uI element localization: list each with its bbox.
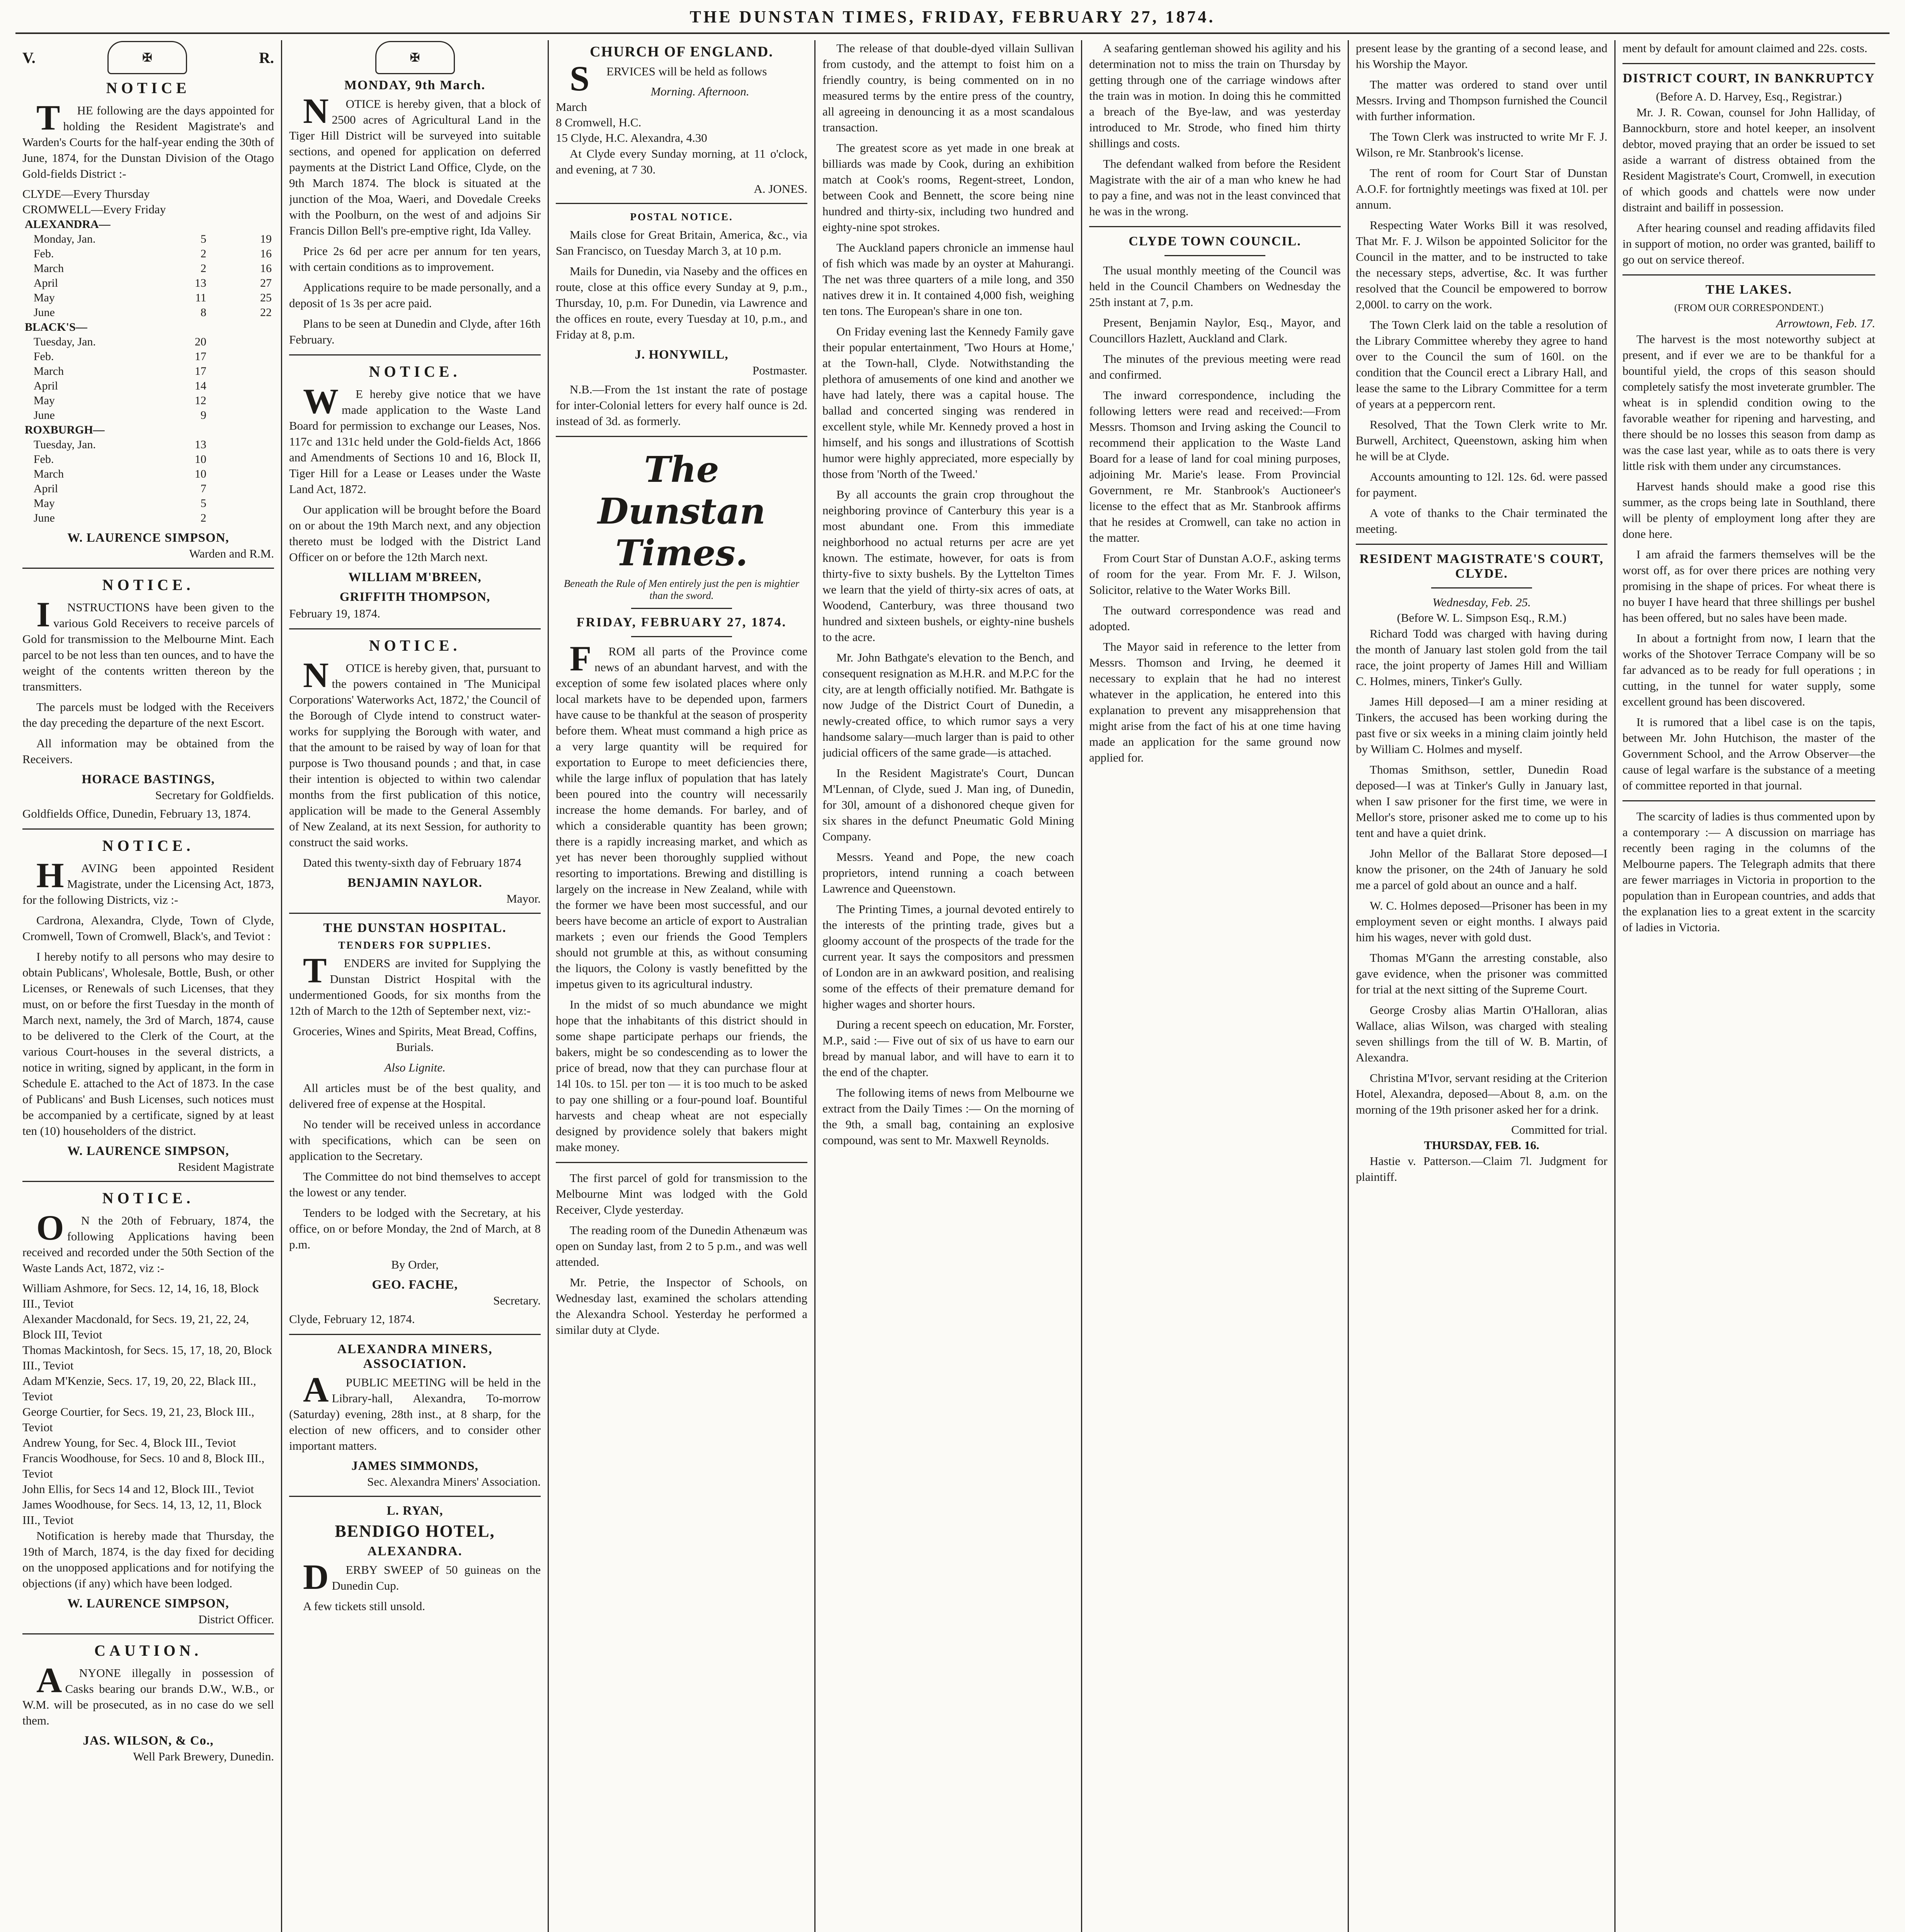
signature-role: District Officer. xyxy=(198,1612,274,1626)
court-month: June xyxy=(33,306,55,319)
notice-body: Our application will be brought before the Board on or about the 19th March next, and any objection thereto must be lodged with the District Land Officer on or before the 12th March next. xyxy=(289,503,541,564)
applicants-list xyxy=(22,1281,274,1528)
court-place: ALEXANDRA— xyxy=(25,218,111,231)
court-day xyxy=(209,452,274,467)
court-month: Monday, Jan. xyxy=(33,233,96,245)
court-day: 16 xyxy=(260,247,272,260)
news-item: Mr. John Bathgate's elevation to the Bench, and consequent resignation as M.H.R. and M.P.C for the city, are at length officially notified. Mr. Bathgate is now Judge of the District Court of Dunedin, a newly-created office, to which rumor says a very handsome salary—much larger than is paid to other judicial officers of the same grade—is attached. xyxy=(822,651,1074,759)
caution-heading: CAUTION. xyxy=(94,1642,202,1659)
notice-districts: Cardrona, Alexandra, Clyde, Town of Clyde, Cromwell, Town of Cromwell, Black's, and Teviot : xyxy=(22,913,274,943)
notice-date: Dated this twenty-sixth day of February 1874 xyxy=(303,856,521,869)
notice-body: Notification is hereby made that Thursday, the 19th of March, 1874, is the day fixed for deciding on the unopposed applications and for notifying the objections (if any) which have been lodged. xyxy=(22,1529,274,1590)
court-month: March xyxy=(33,262,64,275)
indent-cell xyxy=(22,261,31,276)
divider xyxy=(1431,587,1532,588)
court-day xyxy=(209,349,274,364)
notice-heading: NOTICE xyxy=(106,79,191,97)
divider xyxy=(1089,226,1341,227)
court-before: (Before W. L. Simpson Esq., R.M.) xyxy=(1397,611,1566,624)
council-body: Respecting Water Works Bill it was resolved, That Mr. F. J. Wilson be appointed Solicitor for the Council in the matter, and to be instructed to take the necessary steps, advertise, &c. It was further resolved that the Council be empowered to borrow 2,000l. to carry on the work. xyxy=(1356,218,1607,311)
court-day xyxy=(209,467,274,481)
tenders-body: TENDERS are invited for Supplying the Dunstan District Hospital with the undermentioned Goods, for six months from the 12th of March to the 12th of September next, viz:- xyxy=(289,951,541,1017)
court-day-row xyxy=(22,408,274,423)
signature: W. LAURENCE SIMPSON, xyxy=(67,1597,229,1611)
notice-body: Price 2s 6d per acre per annum for ten years, with certain conditions as to improvement. xyxy=(289,244,541,274)
court-day xyxy=(209,393,274,408)
news-item: The release of that double-dyed villain Sullivan from custody, and the attempt to foist him on a friendly country, is being commented on in no measured terms by the entire press of the country, all agreeing in denouncing it as a most scandalous transaction. xyxy=(822,41,1074,134)
news-item: The Auckland papers chronicle an immense haul of fish which was made by an oyster at Mahurangi. The net was three quarters of a mile long, and 350 natives drew it in. It contained 4,000 fish, weighing ten tons. The European's share in one ton. xyxy=(822,241,1074,318)
court-day: 7 xyxy=(200,482,206,495)
divider xyxy=(556,436,807,437)
news-item: By all accounts the grain crop throughout the neighboring province of Canterbury this year is a most abundant one. From this immediate neighborhood no actual returns per acre are yet known. The estimate, however, for oats is from thirty-five to sixty bushels. By the Lyttelton Times we learn that the yield of thirty-six acres of oats, at Woodend, Canterbury, was three thousand two hundred and sixteen bushels, or eighty-nine bushels to the acre. xyxy=(822,488,1074,644)
council-body: The usual monthly meeting of the Council was held in the Council Chambers on Wednesday the 25th instant at 7, p.m. xyxy=(1089,264,1341,309)
signature-role: Warden and R.M. xyxy=(189,547,274,560)
court-days-table xyxy=(22,217,274,526)
court-month: April xyxy=(33,277,58,289)
court-day: 12 xyxy=(194,394,206,407)
indent-cell xyxy=(22,364,31,379)
signature-role: Secretary for Goldfields. xyxy=(155,788,274,802)
church-times: Morning. Afternoon. xyxy=(650,85,749,98)
crest-right-letter: R. xyxy=(259,49,274,66)
signature: W. LAURENCE SIMPSON, xyxy=(67,531,229,545)
clyde-court-days: CLYDE—Every Thursday xyxy=(22,187,150,201)
column-7 xyxy=(1616,40,1882,1932)
tenders-goods: Groceries, Wines and Spirits, Meat Bread, Coffins, Burials. xyxy=(293,1024,537,1054)
signature: JAS. WILSON, & Co., xyxy=(83,1734,214,1748)
court-day-row xyxy=(22,247,274,261)
court-day-row xyxy=(22,467,274,481)
court-month: June xyxy=(33,512,55,524)
notice-body: Applications require to be made personally, and a deposit of 1s 3s per acre paid. xyxy=(289,281,541,310)
notice-body: NOTICE is hereby given, that a block of 2500 acres of Agricultural Land in the Tiger Hill District will be surveyed into suitable sections, and opened for application on deferred payments at the District Land Office, Clyde, on the 9th March 1874. The block is situated at the junction of the Moa, Waeri, and Dovedale Creeks with the Poolburn, on the west of and adjoins Sir Francis Dillon Bell's pre-emptive right, Ida Valley. xyxy=(289,91,541,237)
court-day: 25 xyxy=(260,291,272,304)
column-5 xyxy=(1082,40,1349,1932)
court-day xyxy=(209,335,274,349)
column-3 xyxy=(549,40,815,1932)
court-day-row xyxy=(22,393,274,408)
indent-cell xyxy=(22,511,31,526)
applicant-item: John Ellis, for Secs 14 and 12, Block III., Teviot xyxy=(22,1482,254,1496)
church-body: SERVICES will be held as follows xyxy=(570,59,767,98)
court-month: May xyxy=(33,394,55,407)
court-body: Hastie v. Patterson.—Claim 7l. Judgment for plaintiff. xyxy=(1356,1154,1607,1184)
divider xyxy=(289,1334,541,1335)
lakes-body: In about a fortnight from now, I learn that the works of the Shotover Terrace Company will be so far advanced as to be ready for full operations ; in cutting, in the tunnel for water supply, some excellent ground has been discovered. xyxy=(1622,631,1875,708)
signature-place: Goldfields Office, Dunedin, February 13, 1874. xyxy=(22,807,251,820)
court-day: 13 xyxy=(194,277,206,289)
court-day-row xyxy=(22,232,274,247)
court-date: THURSDAY, FEB. 16. xyxy=(1424,1138,1539,1152)
signature: J. HONYWILL, xyxy=(635,348,729,362)
lakes-body: It is rumored that a libel case is on the tapis, between Mr. John Hutchison, the master of the Government School, and the Arrow Observer—the cause of legal warfare is the substance of a meeting of committee reported in that journal. xyxy=(1622,715,1875,792)
lakes-heading: THE LAKES. xyxy=(1705,282,1793,297)
lakes-date: Arrowtown, Feb. 17. xyxy=(1776,316,1875,330)
court-body: Committed for trial. xyxy=(1511,1123,1607,1136)
royal-crest-icon: ✠ xyxy=(375,41,455,74)
divider xyxy=(22,1633,274,1634)
tenders-body: The Committee do not bind themselves to accept the lowest or any tender. xyxy=(289,1170,541,1199)
divider xyxy=(631,636,732,637)
bankruptcy-body: After hearing counsel and reading affidavits filed in support of motion, no order was granted, bailiff to go out on service thereof. xyxy=(1622,221,1875,266)
court-month: June xyxy=(33,409,55,422)
divider xyxy=(289,1496,541,1497)
bankruptcy-heading: DISTRICT COURT, IN BANKRUPTCY xyxy=(1622,71,1875,85)
court-day: 17 xyxy=(194,350,206,363)
signature-role: Mayor. xyxy=(506,892,541,905)
court-day: 2 xyxy=(200,247,206,260)
court-month: Feb. xyxy=(33,350,54,363)
signature: GRIFFITH THOMPSON, xyxy=(339,590,490,604)
divider xyxy=(22,828,274,830)
notice-body: INSTRUCTIONS have been given to the various Gold Receivers to receive parcels of Gold for transmission to the Melbourne Mint. Each parcel to be not less than ten ounces, and to have the weight of the contents written thereon by the transmitters. xyxy=(22,595,274,693)
news-item: The defendant walked from before the Resident Magistrate with the air of a man who knew he had to pay a fine, and was not in the least convinced that he was in the wrong. xyxy=(1089,157,1341,218)
signature: BENJAMIN NAYLOR. xyxy=(347,876,482,890)
court-day xyxy=(209,379,274,393)
crest-left-letter: V. xyxy=(22,49,36,66)
court-day: 19 xyxy=(260,233,272,245)
signature: GEO. FACHE, xyxy=(372,1278,458,1292)
lakes-body: The harvest is the most noteworthy subject at present, and if ever we are to be thankful for a bountiful yield, the crops of this season should completely satisfy the most inveterate grumbler. The wheat is in splendid condition owing to the favorable weather for ripening and harvesting, and there should be no losses this season from damp as was the case last year, while as to oats there is very little risk with them under any circumstances. xyxy=(1622,332,1875,473)
court-place: BLACK'S— xyxy=(25,321,87,333)
news-item: Messrs. Yeand and Pope, the new coach proprietors, intend running a coach between Lawrence and Queenstown. xyxy=(822,850,1074,895)
news-item: The reading room of the Dunedin Athenæum was open on Sunday last, from 2 to 5 p.m., and was well attended. xyxy=(556,1223,807,1269)
court-body: W. C. Holmes deposed—Prisoner has been in my employment seven or eight months. I always paid him his wages, never with gold dust. xyxy=(1356,899,1607,944)
news-item: In the Resident Magistrate's Court, Duncan M'Lennan, of Clyde, sued J. Man ing, of Dunedin, for 30l, amount of a dishonored cheque given for six shares in the defunct Pneumatic Gold Mining Company. xyxy=(822,766,1074,843)
tenders-heading: TENDERS FOR SUPPLIES. xyxy=(338,939,492,951)
court-month: Feb. xyxy=(33,247,54,260)
paper-motto: Beneath the Rule of Men entirely just the pen is mightier than the sword. xyxy=(563,578,800,601)
tenders-by-order: By Order, xyxy=(391,1258,439,1271)
signature: JAMES SIMMONDS, xyxy=(351,1459,478,1473)
tenders-also: Also Lignite. xyxy=(384,1061,446,1074)
indent-cell xyxy=(22,305,31,320)
notice-body: Plans to be seen at Dunedin and Clyde, after 16th February. xyxy=(289,317,541,346)
applicant-item: William Ashmore, for Secs. 12, 14, 16, 18, Block III., Teviot xyxy=(22,1281,259,1310)
court-date: Wednesday, Feb. 25. xyxy=(1432,595,1531,609)
court-day-row xyxy=(22,276,274,291)
council-body: The minutes of the previous meeting were read and confirmed. xyxy=(1089,352,1341,381)
tenders-body: No tender will be received unless in accordance with specifications, which can be seen on application to the Secretary. xyxy=(289,1117,541,1163)
court-day xyxy=(209,496,274,511)
news-item: During a recent speech on education, Mr. Forster, M.P., said :— Five out of six of us have to earn our bread by manual labor, and will have to earn it to the end of the chapter. xyxy=(822,1018,1074,1079)
news-item: The following items of news from Melbourne we extract from the Daily Times :— On the morning of the 9th, a small bag, containing an explosive compound, was sent to Mr. Maxwell Reynolds. xyxy=(822,1086,1074,1147)
signature-date: February 19, 1874. xyxy=(289,607,380,620)
court-day-row xyxy=(22,481,274,496)
hotel-heading: BENDIGO HOTEL, xyxy=(335,1522,495,1541)
divider xyxy=(22,568,274,569)
court-day: 5 xyxy=(200,497,206,510)
lakes-body: Harvest hands should make a good rise this summer, as the crops being late in Southland, there will be plenty of employment long after they are done here. xyxy=(1622,480,1875,541)
divider xyxy=(289,354,541,355)
notice-heading: NOTICE. xyxy=(102,837,194,854)
court-day-row xyxy=(22,261,274,276)
notice-heading: NOTICE. xyxy=(102,1189,194,1207)
council-body: From Court Star of Dunstan A.O.F., asking terms of room for the year. From Mr. F. J. Wilson, Solicitor, relative to the Water Works Bill. xyxy=(1089,551,1341,597)
postal-heading: POSTAL NOTICE. xyxy=(630,211,733,223)
church-schedule-row: 8 Cromwell, H.C. xyxy=(556,116,642,129)
court-body: Thomas Smithson, settler, Dunedin Road deposed—I was at Tinker's Gully in January last, when I saw prisoner for the first time, we were in Mellor's store, prisoner asked me to come up to his tent and have a quiet drink. xyxy=(1356,763,1607,840)
council-body: Present, Benjamin Naylor, Esq., Mayor, and Councillors Hazlett, Auckland and Clark. xyxy=(1089,316,1341,345)
indent-cell xyxy=(22,349,31,364)
postal-body: Mails for Dunedin, via Naseby and the offices en route, close at this office every Sunday at 9, p.m., Thursday, 10, p.m. For Dunedin, via Lawrence and the offices en route, every Tuesday at 10, p.m., and Friday at 8, p.m. xyxy=(556,264,807,341)
council-body: A vote of thanks to the Chair terminated the meeting. xyxy=(1356,506,1607,536)
court-day-row xyxy=(22,496,274,511)
notice-body: I hereby notify to all persons who may desire to obtain Publicans', Wholesale, Bottle, Bush, or other Licenses, or Renewals of such Licenses, that they must, on or before the first Tuesday in the month of March next, namely, the 3rd of March, 1874, cause to be delivered to the Clerk of the Court, at the various Court-houses in the several districts, a notice in writing, signed by applicant, in the form in Schedule E. attached to the Act of 1873. In the case of Publicans' and Bush Licenses, such notices must be accompanied by a certificate, signed by at least ten (10) householders of the district. xyxy=(22,950,274,1138)
court-day-row xyxy=(22,335,274,349)
council-body: The Town Clerk laid on the table a resolution of the Library Committee whereby they agree to hand over to the Council the sum of 160l. on the condition that the Council erect a Library Hall, and lease the same to the Library Committee for a term of years at a peppercorn rent. xyxy=(1356,318,1607,411)
news-item: A seafaring gentleman showed his agility and his determination not to miss the train on Thursday by getting through one of the carriage windows after the train was in motion. In doing this he committed a breach of the Bye-law, and was yesterday introduced to Mr. Strode, who fined him thirty shillings and costs. xyxy=(1089,41,1341,150)
council-body: Resolved, That the Town Clerk write to Mr. Burwell, Architect, Queenstown, asking him when he will be at Clyde. xyxy=(1356,418,1607,463)
court-day-row xyxy=(22,364,274,379)
signature-date: Clyde, February 12, 1874. xyxy=(289,1312,415,1326)
signature-role: Postmaster. xyxy=(752,364,807,377)
divider xyxy=(289,913,541,914)
royal-crest-icon: ✠ xyxy=(107,41,187,74)
applicant-item: George Courtier, for Secs. 19, 21, 23, Block III., Teviot xyxy=(22,1405,254,1434)
court-month: April xyxy=(33,379,58,392)
divider xyxy=(556,203,807,204)
court-place: ROXBURGH— xyxy=(25,423,105,436)
church-schedule-row: March xyxy=(556,100,587,114)
court-day: 16 xyxy=(260,262,272,275)
news-item: The scarcity of ladies is thus commented upon by a contemporary :— A discussion on marriage has recently been raging in the columns of the Melbourne papers. The Telegraph admits that there are fewer marriages in Victoria in proportion to the population than in European countries, and adds that the explanation lies to a great extent in the scarcity of ladies in Victoria. xyxy=(1622,810,1875,934)
council-body: The outward correspondence was read and adopted. xyxy=(1089,604,1341,633)
indent-cell xyxy=(22,379,31,393)
tenders-body: All articles must be of the best quality, and delivered free of expense at the Hospital. xyxy=(289,1081,541,1111)
court-day xyxy=(209,437,274,452)
court-day: 2 xyxy=(200,262,206,275)
notice-heading: NOTICE. xyxy=(369,363,461,380)
court-month: May xyxy=(33,497,55,510)
court-day-row xyxy=(22,437,274,452)
court-day xyxy=(209,511,274,526)
issue-dateline: FRIDAY, FEBRUARY 27, 1874. xyxy=(576,615,787,629)
divider xyxy=(22,1181,274,1182)
notice-heading: NOTICE. xyxy=(102,576,194,594)
indent-cell xyxy=(22,437,31,452)
divider xyxy=(556,1162,807,1163)
news-item: Mr. Petrie, the Inspector of Schools, on Wednesday last, examined the scholars attending the Alexandra School. Yesterday he performed a similar duty at Clyde. xyxy=(556,1276,807,1337)
paper-title: The Dunstan Times. xyxy=(598,449,766,574)
council-body: The rent of room for Court Star of Dunstan A.O.F. for fortnightly meetings was fixed at 10l. per annum. xyxy=(1356,166,1607,211)
divider xyxy=(1164,255,1265,256)
news-item: On Friday evening last the Kennedy Family gave their popular entertainment, 'Two Hours at Home,' at the Town-hall, Clyde. Notwithstanding the plethora of amusements of one kind and another we have had lately, there was a capital house. The ballad and concerted singing was rendered in excellent style, while Mr. Kennedy proved a host in himself, and his songs and illustrations of Scottish humor were highly appreciated, more especially by those from 'North of the Tweed.' xyxy=(822,325,1074,481)
indent-cell xyxy=(22,247,31,261)
miners-heading: ALEXANDRA MINERS, ASSOCIATION. xyxy=(337,1342,493,1371)
court-day: 10 xyxy=(194,468,206,480)
court-day: 17 xyxy=(194,365,206,378)
court-day-row xyxy=(22,305,274,320)
notice-heading: NOTICE. xyxy=(369,637,461,654)
indent-cell xyxy=(22,467,31,481)
bankruptcy-before: (Before A. D. Harvey, Esq., Registrar.) xyxy=(1656,90,1842,103)
crest-row xyxy=(289,40,541,75)
court-month: March xyxy=(33,468,64,480)
hotel-place: ALEXANDRA. xyxy=(367,1544,463,1558)
divider xyxy=(1622,274,1875,276)
hotel-owner: L. RYAN, xyxy=(386,1504,443,1518)
court-day-row xyxy=(22,379,274,393)
court-month: April xyxy=(33,482,58,495)
notice-body: THE following are the days appointed for holding the Resident Magistrate's and Warden's Courts for the half-year ending the 30th of June, 1874, for the Dunstan Division of the Otago Gold-fields District :- xyxy=(22,98,274,180)
bankruptcy-body: Mr. J. R. Cowan, counsel for John Halliday, of Bannockburn, store and hotel keeper, an insolvent debtor, moved praying that an order be issued to set aside a warrant of distress obtained from the Resident Magistrate's Court, Cromwell, in execution of which goods and chattels were now under distraint and bailiff in possession. xyxy=(1622,105,1875,214)
notice-body: WE hereby give notice that we have made application to the Waste Land Board for permission to exchange our Leases, Nos. 117c and 131c held under the Gold-fields Act, 1866 and Amendments of Sections 10 and 16, Block II, Tiger Hill for a Lease or Leases under the Waste Land Act, 1872. xyxy=(289,381,541,496)
court-month: Tuesday, Jan. xyxy=(33,335,96,348)
court-day xyxy=(209,481,274,496)
court-body: ment by default for amount claimed and 22s. costs. xyxy=(1622,41,1868,55)
council-body: The Mayor said in reference to the letter from Messrs. Thomson and Irving, he deemed it necessary to explain that he had no interest whatever in the application, he entered into this explanation to prevent any misapprehension that might arise from the fact of his at one time having made an application for the same ground now applied for. xyxy=(1089,640,1341,764)
notice-body: NOTICE is hereby given, that, pursuant to the powers contained in 'The Municipal Corporations' Waterworks Act, 1872,' the Council of the Borough of Clyde intend to construct water-works for supplying the Borough with water, and that the amount to be raised by way of loan for that purpose is Two thousand pounds ; and that, in case their intention is objected to within two calendar months from the first publication of this notice, application will be made to the General Assembly of New Zealand, at its next Session, for authority to construct the said works. xyxy=(289,655,541,849)
hotel-body: A few tickets still unsold. xyxy=(303,1599,426,1613)
applicant-item: James Woodhouse, for Secs. 14, 13, 12, 11, Block III., Teviot xyxy=(22,1498,262,1527)
applicant-item: Francis Woodhouse, for Secs. 10 and 8, Block III., Teviot xyxy=(22,1451,265,1480)
leader-body: In the midst of so much abundance we might hope that the inhabitants of this district should in some shape participate perhaps our friends, the bakers, might be so condescending as to lower the price of bread, now that they can purchase flour at 14l 10s. to 15l. per ton — it is too much to be asked to pay one shilling or a four-pound loaf. Bountiful harvests and cheap wheat are not especially designed by providence solely that bakers might make money. xyxy=(556,998,807,1154)
notice-body: All information may be obtained from the Receivers. xyxy=(22,736,274,766)
court-day xyxy=(209,408,274,423)
applicant-item: Thomas Mackintosh, for Secs. 15, 17, 18, 20, Block III., Teviot xyxy=(22,1343,272,1372)
postal-body: Mails close for Great Britain, America, &c., via San Francisco, on Tuesday March 3, at 10 p.m. xyxy=(556,228,807,257)
tenders-body: Tenders to be lodged with the Secretary, at his office, on or before Monday, the 2nd of March, at 8 p.m. xyxy=(289,1206,541,1251)
court-day xyxy=(209,364,274,379)
court-place-row xyxy=(22,423,274,437)
court-body: George Crosby alias Martin O'Halloran, alias Wallace, alias Wilson, was charged with stealing seven shillings from the till of W. B. Martin, of Alexandra. xyxy=(1356,1003,1607,1064)
crest-row xyxy=(22,40,274,75)
court-day: 14 xyxy=(194,379,206,392)
signature-role: Well Park Brewery, Dunedin. xyxy=(133,1750,274,1763)
signature: HORACE BASTINGS, xyxy=(82,772,215,786)
indent-cell xyxy=(22,481,31,496)
council-body: The Town Clerk was instructed to write Mr F. J. Wilson, re Mr. Stanbrook's license. xyxy=(1356,130,1607,159)
council-body: present lease by the granting of a second lease, and his Worship the Mayor. xyxy=(1356,41,1607,71)
notice-heading: MONDAY, 9th March. xyxy=(344,78,486,92)
council-body: The matter was ordered to stand over until Messrs. Irving and Thompson furnished the Council with further information. xyxy=(1356,78,1607,123)
column-6 xyxy=(1349,40,1616,1932)
signature-role: Secretary. xyxy=(493,1294,541,1307)
notice-body: The parcels must be lodged with the Receivers the day preceding the departure of the next Escort. xyxy=(22,700,274,730)
court-place-row xyxy=(22,217,274,232)
news-item: The first parcel of gold for transmission to the Melbourne Mint was lodged with the Gold Receiver, Clyde yesterday. xyxy=(556,1171,807,1216)
signature: WILLIAM M'BREEN, xyxy=(348,570,482,584)
news-item: The greatest score as yet made in one break at billiards was made by Cook, during an exhibition match at Cook's rooms, Regent-street, London, between Cook and Bennett, the score being nine hundred and thirty-six, including two hundred and eighty-nine spot strokes. xyxy=(822,141,1074,234)
paper-title-block xyxy=(556,449,807,602)
court-day: 8 xyxy=(200,306,206,319)
signature-role: Resident Magistrate xyxy=(178,1160,274,1173)
indent-cell xyxy=(22,496,31,511)
indent-cell xyxy=(22,393,31,408)
divider xyxy=(289,628,541,629)
hotel-body: DERBY SWEEP of 50 guineas on the Dunedin Cup. xyxy=(303,1557,541,1597)
court-day-row xyxy=(22,349,274,364)
lakes-body: I am afraid the farmers themselves will be the worst off, as for over there prices are nothing very promising in the shape of prices. For wheat there is no buyer I have heard that three shillings per bushel has been offered, but no sales have been made. xyxy=(1622,548,1875,624)
signature: A. JONES. xyxy=(754,182,807,196)
applicant-item: Alexander Macdonald, for Secs. 19, 21, 22, 24, Block III, Teviot xyxy=(22,1312,249,1341)
divider xyxy=(1622,800,1875,801)
court-day: 10 xyxy=(194,453,206,466)
columns xyxy=(15,40,1890,1932)
hospital-heading: THE DUNSTAN HOSPITAL. xyxy=(323,921,507,935)
court-month: March xyxy=(33,365,64,378)
council-body: The inward correspondence, including the following letters were read and received:—From Messrs. Thomson and Irving asking the Council to recommend their application to the Waste Land Board for a lease of land for coal mining purposes, adjoining Mr. Marie's lease. From Provincial Government, re Mr. Stanbrook's Auctioneer's license to the effect that as Mr. Stanbrook affirms that he resides at Cromwell, can take no action in the matter. xyxy=(1089,388,1341,544)
signature-role: Sec. Alexandra Miners' Association. xyxy=(367,1475,541,1488)
church-schedule-row: 15 Clyde, H.C. Alexandra, 4.30 xyxy=(556,131,707,145)
applicant-item: Adam M'Kenzie, Secs. 17, 19, 20, 22, Black III., Teviot xyxy=(22,1374,256,1403)
church-heading: CHURCH OF ENGLAND. xyxy=(590,44,773,60)
court-body: John Mellor of the Ballarat Store deposed—I know the prisoner, on the 24th of January he sold me a parcel of gold about an ounce and a half. xyxy=(1356,847,1607,892)
court-day: 5 xyxy=(200,233,206,245)
court-heading: RESIDENT MAGISTRATE'S COURT, CLYDE. xyxy=(1359,552,1604,581)
court-body: Thomas M'Gann the arresting constable, also gave evidence, when the prisoner was committed for trial at the next sitting of the Supreme Court. xyxy=(1356,951,1607,996)
council-heading: CLYDE TOWN COUNCIL. xyxy=(1129,234,1301,248)
court-day: 22 xyxy=(260,306,272,319)
indent-cell xyxy=(22,291,31,305)
court-day-row xyxy=(22,291,274,305)
column-1 xyxy=(15,40,282,1932)
divider xyxy=(1356,544,1607,545)
court-day: 20 xyxy=(194,335,206,348)
court-month: Feb. xyxy=(33,453,54,466)
church-body: At Clyde every Sunday morning, at 11 o'clock, and evening, at 7 30. xyxy=(556,147,807,176)
applicant-item: Andrew Young, for Sec. 4, Block III., Teviot xyxy=(22,1436,236,1449)
notice-body: ON the 20th of February, 1874, the following Applications having been received and recorded under the 50th Section of the Waste Lands Act, 1872, viz :- xyxy=(22,1208,274,1275)
court-body: Richard Todd was charged with having during the month of January last stolen gold from the tail race, the joint property of James Hill and William C. Holmes, miners, Tinker's Gully. xyxy=(1356,627,1607,688)
postal-note: N.B.—From the 1st instant the rate of postage for inter-Colonial letters for every half ounce is 2d. instead of 3d. as formerly. xyxy=(556,383,807,428)
court-month: May xyxy=(33,291,55,304)
cromwell-court-days: CROMWELL—Every Friday xyxy=(22,202,166,216)
indent-cell xyxy=(22,232,31,247)
church-schedule xyxy=(556,99,807,146)
court-body: Christina M'Ivor, servant residing at the Criterion Hotel, Alexandra, deposed—About 8, a.m. on the morning of the 19th prisoner asked her for a drink. xyxy=(1356,1071,1607,1116)
court-body: James Hill deposed—I am a miner residing at Tinkers, the accused has been working during the past five or six weeks in a mining claim jointly held by William C. Holmes and myself. xyxy=(1356,695,1607,756)
page-masthead: THE DUNSTAN TIMES, FRIDAY, FEBRUARY 27, 1874. xyxy=(689,7,1216,26)
court-month: Tuesday, Jan. xyxy=(33,438,96,451)
miners-body: APUBLIC MEETING will be held in the Library-hall, Alexandra, To-morrow (Saturday) evening, 28th inst., at 8 sharp, for the election of new officers, and to consider other important matters. xyxy=(289,1370,541,1452)
news-item: The Printing Times, a journal devoted entirely to the interests of the printing trade, gives but a gloomy account of the prospects of the trade for the current year. It says the compositors and pressmen of London are in an awkward position, and realising some of the effects of their premature demand for higher wages and shorter hours. xyxy=(822,902,1074,1011)
council-body: Accounts amounting to 12l. 12s. 6d. were passed for payment. xyxy=(1356,470,1607,499)
column-4 xyxy=(815,40,1082,1932)
court-day: 2 xyxy=(200,512,206,524)
caution-body: ANYONE illegally in possession of Casks bearing our brands D.W., W.B., or W.M. will be prosecuted, as in no case do we sell them. xyxy=(22,1660,274,1727)
court-day: 9 xyxy=(200,409,206,422)
notice-body: HAVING been appointed Resident Magistrate, under the Licensing Act, 1873, for the following Districts, viz :- xyxy=(22,855,274,906)
court-place-row xyxy=(22,320,274,335)
court-day-row xyxy=(22,452,274,467)
court-day-row xyxy=(22,511,274,526)
indent-cell xyxy=(22,276,31,291)
signature: W. LAURENCE SIMPSON, xyxy=(67,1144,229,1158)
indent-cell xyxy=(22,408,31,423)
lakes-subheading: (FROM OUR CORRESPONDENT.) xyxy=(1674,302,1823,313)
court-day: 27 xyxy=(260,277,272,289)
leader-body: FROM all parts of the Province come news of an abundant harvest, and with the exception of some few isolated places where only local markets have to be depended upon, farmers have cause to be thankful at the season of prosperity before them. Wheat must command a high price as a very large quantity will be required for exportation to Europe to meet deficiencies there, while the large influx of population that has lately been poured into the country will necessarily increase the home demands. For barley, and of which a considerable quantity has been grown; there is a rapidly increasing market, and which as yet has never been thoroughly supplied without resorting to importations. Brewing and distilling is largely on the increase in New Zealand, while with the former we have been most successful, and our beers have become an article of export to Australian markets ; even our friends the Good Templers should not grumble at this, as without consuming the liquors, the Colony is vastly benefitted by the impetus given to its agricultural industry. xyxy=(556,639,807,991)
indent-cell xyxy=(22,452,31,467)
court-day: 13 xyxy=(194,438,206,451)
indent-cell xyxy=(22,335,31,349)
court-day: 11 xyxy=(195,291,206,304)
divider xyxy=(1622,63,1875,64)
masthead-rule xyxy=(15,32,1890,34)
divider xyxy=(631,608,732,609)
column-2 xyxy=(282,40,549,1932)
